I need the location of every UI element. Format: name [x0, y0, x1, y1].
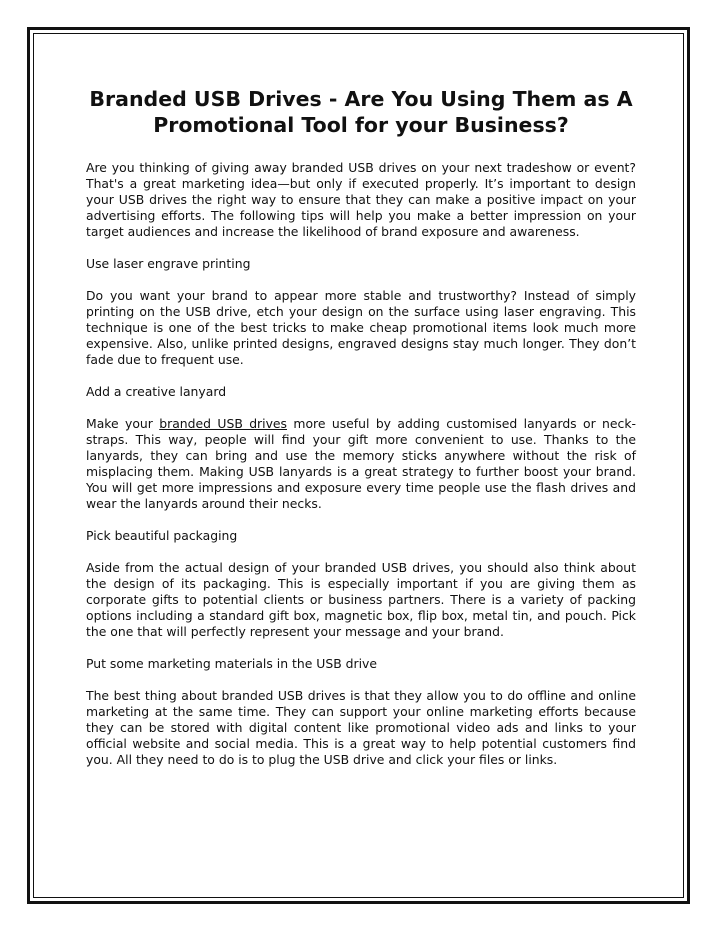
- document-title: Branded USB Drives - Are You Using Them as A Promotional Tool for your Business?: [89, 87, 633, 137]
- section-body-lanyard: [86, 416, 636, 512]
- intro-paragraph: Are you thinking of giving away branded USB drives on your next tradeshow or event? That's a great marketing idea—but only if executed properly. It’s important to design your USB drives the right way to ensure that they can make a positive impact on your advertising efforts. The following tips will help you make a better impression on your target audiences and increase the likelihood of brand exposure and awareness.: [86, 160, 636, 239]
- lanyard-text-after-link: more useful by adding customised lanyards or neck-straps. This way, people will find your gift more convenient to use. Thanks to the lanyards, they can bring and use the memory sticks anywhere without the risk of misplacing them. Making USB lanyards is a great strategy to further boost your brand. You will get more impressions and exposure every time people use the flash drives and wear the lanyards around their necks.: [86, 416, 636, 511]
- branded-usb-drives-link[interactable]: branded USB drives: [159, 416, 288, 431]
- section-body-laser-engrave: Do you want your brand to appear more stable and trustworthy? Instead of simply printing on the USB drive, etch your design on the surface using laser engraving. This technique is one of the best tricks to make cheap promotional items look much more expensive. Also, unlike printed designs, engraved designs stay much longer. They don’t fade due to frequent use.: [86, 288, 636, 367]
- lanyard-text-before-link: Make your: [86, 416, 160, 431]
- document-body: [86, 86, 636, 784]
- section-heading-packaging: Pick beautiful packaging: [86, 528, 238, 543]
- section-heading-lanyard: Add a creative lanyard: [86, 384, 227, 399]
- section-body-marketing-materials: The best thing about branded USB drives is that they allow you to do offline and online marketing at the same time. They can support your online marketing efforts because they can be stored with digital content like promotional video ads and links to your official website and social media. This is a great way to help potential customers find you. All they need to do is to plug the USB drive and click your files or links.: [86, 688, 636, 767]
- section-body-packaging: Aside from the actual design of your branded USB drives, you should also think about the design of its packaging. This is especially important if you are giving them as corporate gifts to potential clients or business partners. There is a variety of packing options including a standard gift box, magnetic box, flip box, metal tin, and pouch. Pick the one that will perfectly represent your message and your brand.: [86, 560, 636, 639]
- section-heading-marketing-materials: Put some marketing materials in the USB drive: [86, 656, 377, 671]
- section-heading-laser-engrave: Use laser engrave printing: [86, 256, 251, 271]
